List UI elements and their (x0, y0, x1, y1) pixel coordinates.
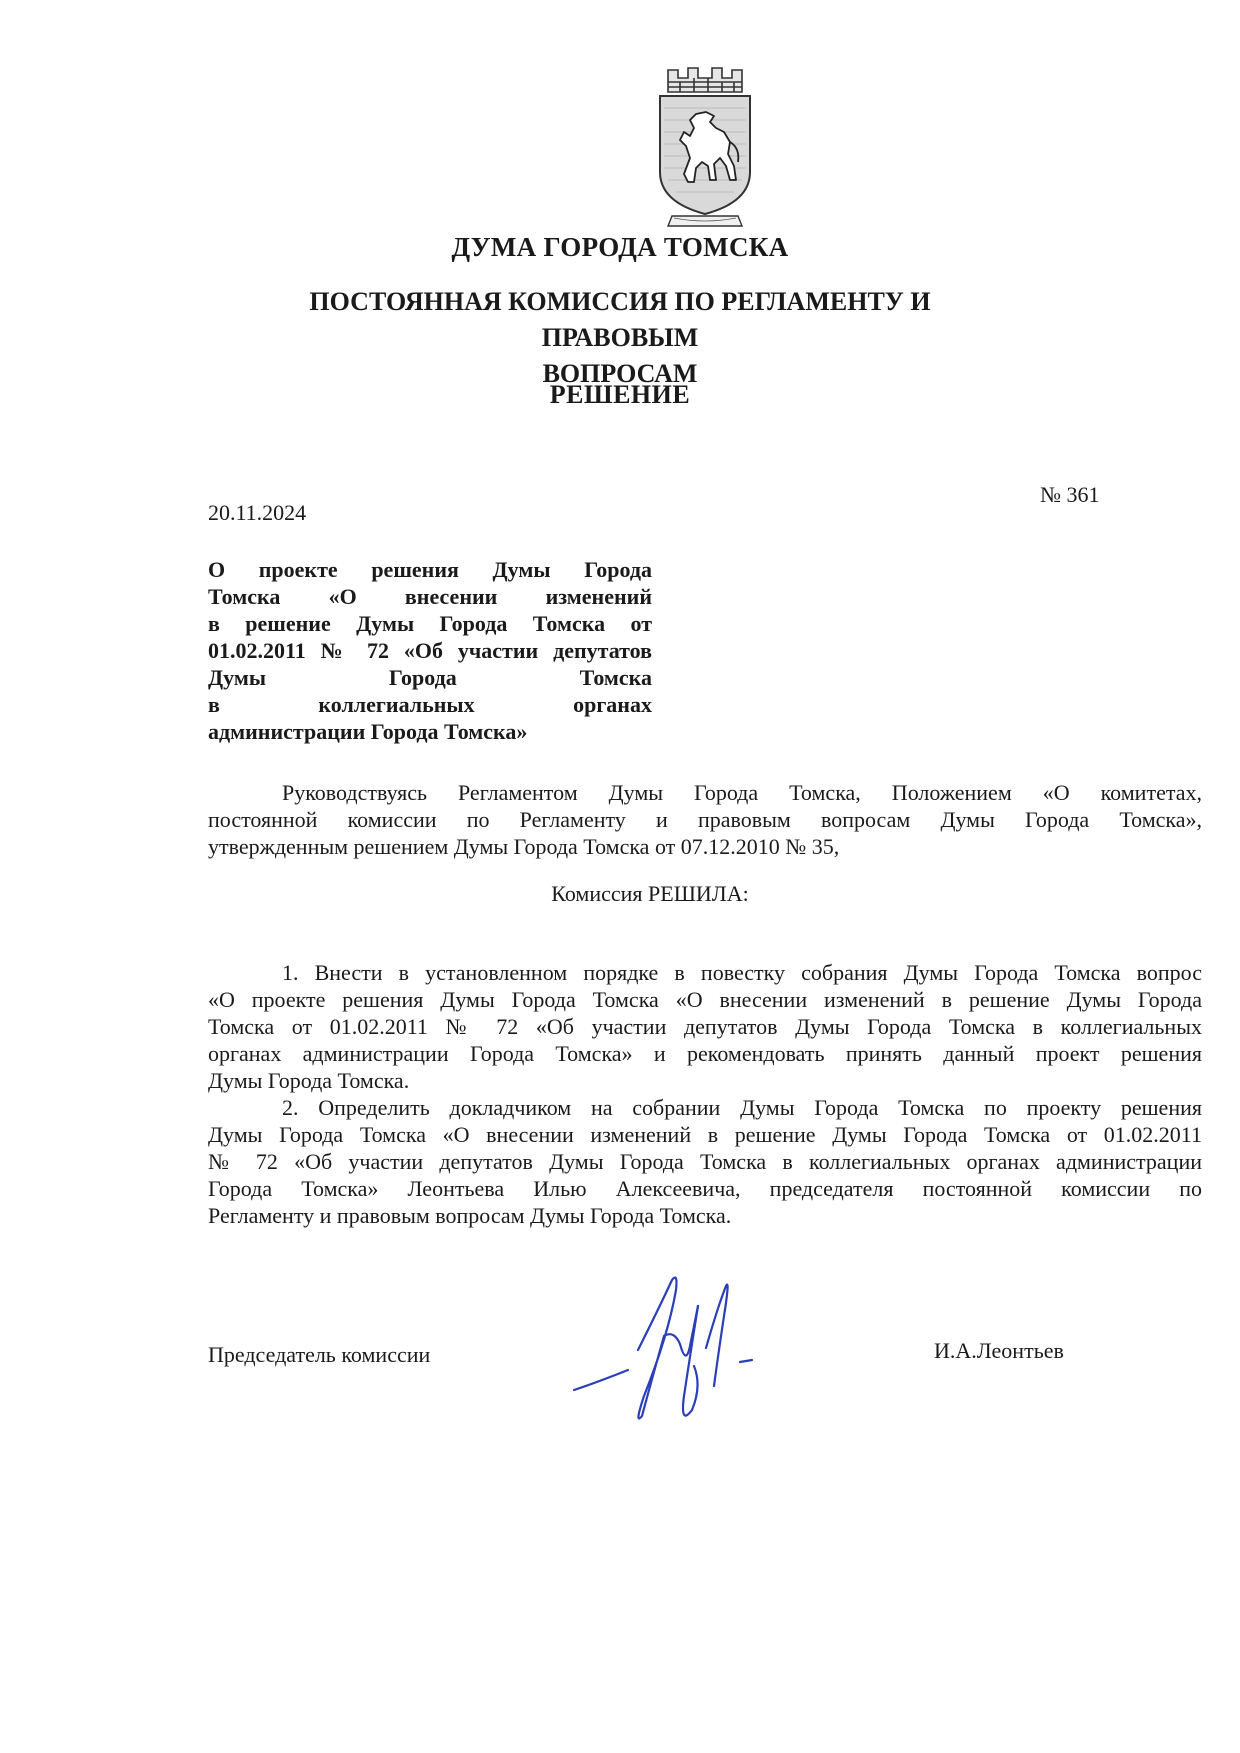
item-line: Города Томска» Леонтьева Илью Алексеевича, председателя постоянной комиссии по (208, 1176, 1202, 1201)
item-line: № 72 «Об участии депутатов Думы Города Томска в коллегиальных органах администрации (208, 1149, 1202, 1174)
organization-title: ДУМА ГОРОДА ТОМСКА (451, 232, 789, 262)
document-type-heading: РЕШЕНИЕ (549, 380, 691, 409)
document-number: № 361 (1040, 482, 1100, 507)
subject-line: в коллегиальных органах (208, 692, 652, 717)
subject-line: администрации Города Томска» (208, 719, 528, 744)
signer-name: И.А.Леонтьев (934, 1338, 1064, 1363)
commission-decided-label: Комиссия РЕШИЛА: (551, 881, 749, 906)
preamble-line: Руководствуясь Регламентом Думы Города Томска, Положением «О комитетах, (282, 780, 1202, 805)
subject-line: Томска «О внесении изменений (208, 584, 652, 609)
subject-line: Думы Города Томска (208, 665, 652, 690)
handwritten-signature (568, 1266, 788, 1446)
commission-title (240, 284, 1000, 392)
preamble-line: утвержденным решением Думы Города Томска от 07.12.2010 № 35, (208, 834, 840, 859)
preamble-paragraph (208, 779, 1202, 860)
tomsk-coat-of-arms-emblem (650, 62, 760, 232)
item-line: Регламенту и правовым вопросам Думы Города Томска. (208, 1203, 732, 1228)
preamble-line: постоянной комиссии по Регламенту и правовым вопросам Думы Города Томска», (208, 807, 1202, 832)
commission-title-line-1: ПОСТОЯННАЯ КОМИССИЯ ПО РЕГЛАМЕНТУ И ПРАВОВЫМ (309, 287, 931, 352)
subject-line: 01.02.2011 № 72 «Об участии депутатов (208, 638, 652, 663)
item-line: Думы Города Томска «О внесении изменений в решение Думы Города Томска от 01.02.2011 (208, 1122, 1202, 1147)
item-line: 1. Внести в установленном порядке в повестку собрания Думы Города Томска вопрос (282, 960, 1202, 985)
subject-line: О проекте решения Думы Города (208, 557, 652, 582)
document-date: 20.11.2024 (208, 500, 307, 525)
commission-title-line-2: ВОПРОСАМ (542, 359, 698, 388)
signer-title: Председатель комиссии (208, 1342, 431, 1367)
item-line: органах администрации Города Томска» и рекомендовать принять данный проект решения (208, 1041, 1202, 1066)
item-line: Думы Города Томска. (208, 1068, 410, 1093)
decision-items (208, 959, 1202, 1229)
item-line: «О проекте решения Думы Города Томска «О внесении изменений в решение Думы Города (208, 987, 1202, 1012)
decision-subject (208, 556, 652, 745)
item-line: 2. Определить докладчиком на собрании Думы Города Томска по проекту решения (282, 1095, 1202, 1120)
item-line: Томска от 01.02.2011 № 72 «Об участии депутатов Думы Города Томска в коллегиальных (208, 1014, 1202, 1039)
subject-line: в решение Думы Города Томска от (208, 611, 652, 636)
